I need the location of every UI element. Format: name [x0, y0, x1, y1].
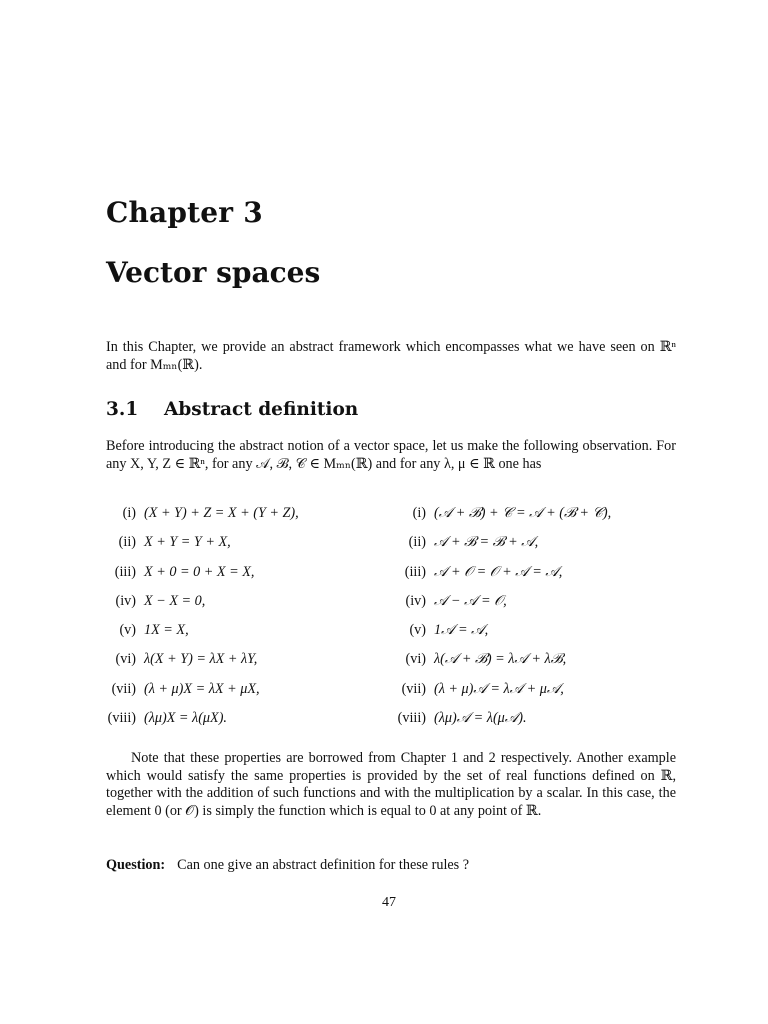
property-number: (i)	[412, 505, 426, 521]
section-title: Abstract definition	[164, 399, 359, 420]
property-expression: λ(X + Y) = λX + λY,	[144, 651, 258, 668]
property-number: (ii)	[408, 534, 426, 551]
property-item	[390, 593, 611, 622]
property-expression: (λ + μ)X = λX + μX,	[144, 680, 260, 697]
before-paragraph: Before introducing the abstract notion of a vector space, let us make the following observation. For any X, Y, Z ∈ ℝⁿ, for any 𝒜, ℬ, 𝒞 ∈ Mₘₙ(ℝ) and for any λ, μ ∈ ℝ one has	[106, 438, 676, 472]
property-expression: 𝒜 − 𝒜 = 𝒪,	[434, 592, 507, 609]
property-number: (vii)	[401, 680, 426, 697]
property-number: (v)	[119, 622, 136, 639]
chapter-label: Chapter 3	[106, 196, 263, 229]
property-number: (vii)	[111, 680, 136, 697]
property-item	[100, 710, 299, 739]
property-expression: (λ + μ)𝒜 = λ𝒜 + μ𝒜,	[434, 680, 564, 697]
property-number: (viii)	[107, 710, 136, 727]
property-number: (v)	[409, 622, 426, 639]
property-number: (iv)	[115, 592, 136, 609]
property-expression: (λμ)𝒜 = λ(μ𝒜).	[434, 710, 527, 727]
property-number: (i)	[122, 505, 136, 521]
chapter-title: Vector spaces	[106, 256, 321, 289]
page-number: 47	[382, 895, 396, 910]
property-item	[100, 681, 299, 710]
property-expression: 1𝒜 = 𝒜,	[434, 622, 489, 639]
note-paragraph: Note that these properties are borrowed from Chapter 1 and 2 respectively. Another example which would satisfy the same properties is provided by the set of real functions defined on ℝ, together with the addition of such functions and with the multiplication by a scalar. In this case, the element 0 (or 𝒪) is simply the function which is equal to 0 at any point of ℝ.	[106, 750, 676, 819]
property-item	[100, 534, 299, 563]
property-item	[390, 651, 611, 680]
property-item	[390, 622, 611, 651]
property-number: (iii)	[114, 563, 136, 580]
property-expression: (X + Y) + Z = X + (Y + Z),	[144, 505, 299, 521]
property-expression: X − X = 0,	[144, 592, 206, 609]
properties-left-column	[100, 505, 299, 739]
property-expression: λ(𝒜 + ℬ) = λ𝒜 + λℬ,	[434, 651, 567, 668]
question-text: Can one give an abstract definition for these rules ?	[177, 857, 470, 873]
section-number: 3.1	[106, 399, 139, 420]
property-expression: 𝒜 + 𝒪 = 𝒪 + 𝒜 = 𝒜,	[434, 563, 563, 580]
property-expression: 1X = X,	[144, 622, 189, 639]
properties-right-column	[390, 505, 611, 739]
property-item	[100, 505, 299, 534]
section-heading	[106, 399, 358, 420]
property-item	[390, 505, 611, 534]
property-item	[390, 681, 611, 710]
property-expression: X + Y = Y + X,	[144, 534, 231, 551]
intro-paragraph: In this Chapter, we provide an abstract framework which encompasses what we have seen on ℝⁿ and for Mₘₙ(ℝ).	[106, 339, 676, 373]
property-item	[100, 622, 299, 651]
property-expression: (𝒜 + ℬ) + 𝒞 = 𝒜 + (ℬ + 𝒞),	[434, 505, 612, 521]
property-number: (iii)	[404, 563, 426, 580]
property-item	[390, 534, 611, 563]
property-number: (iv)	[405, 592, 426, 609]
property-item	[100, 593, 299, 622]
property-item	[390, 564, 611, 593]
property-number: (ii)	[118, 534, 136, 551]
question-label: Question:	[106, 857, 166, 873]
property-expression: 𝒜 + ℬ = ℬ + 𝒜,	[434, 534, 539, 551]
property-expression: (λμ)X = λ(μX).	[144, 710, 227, 727]
property-number: (vi)	[115, 651, 136, 668]
property-item	[390, 710, 611, 739]
question-paragraph	[106, 857, 676, 875]
property-number: (vi)	[405, 651, 426, 668]
property-number: (viii)	[397, 710, 426, 727]
property-item	[100, 651, 299, 680]
property-expression: X + 0 = 0 + X = X,	[144, 563, 255, 580]
property-item	[100, 564, 299, 593]
